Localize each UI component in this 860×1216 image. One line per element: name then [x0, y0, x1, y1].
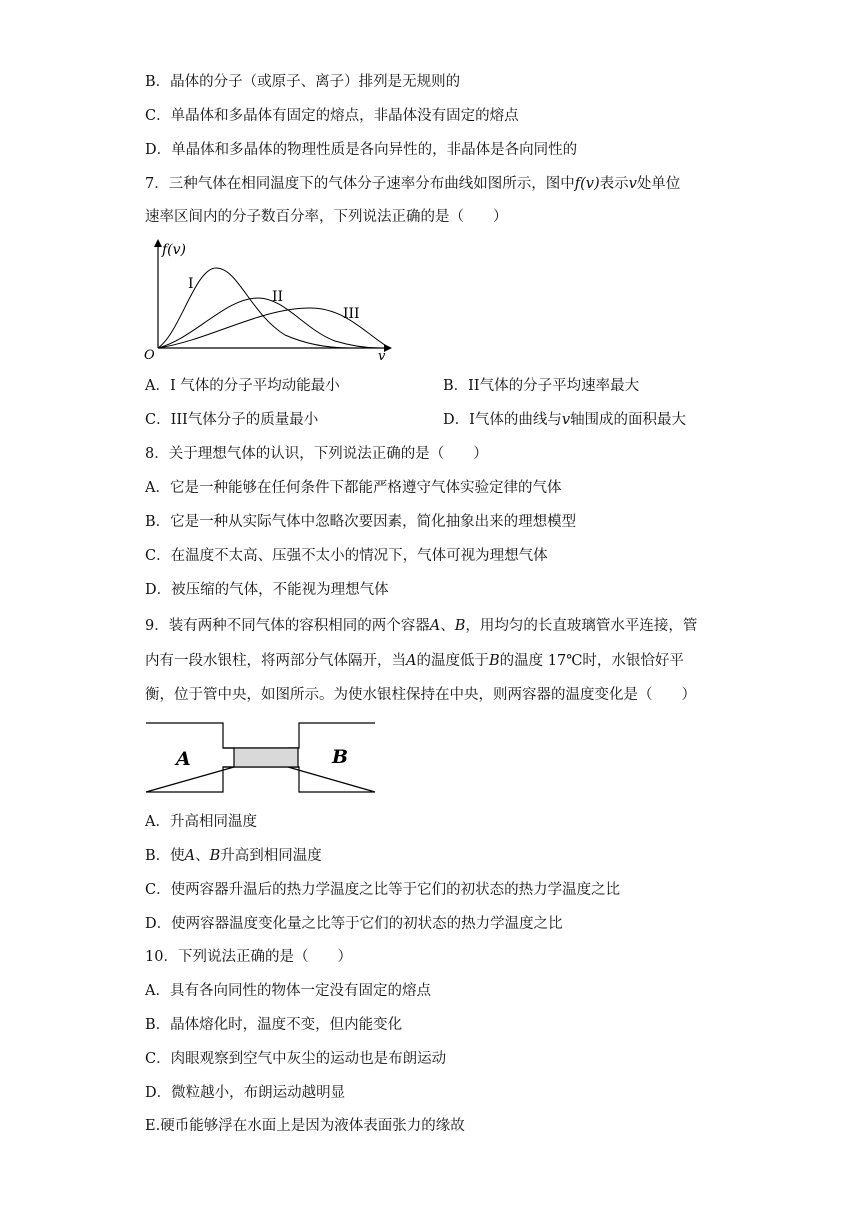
q7-option-d-v: v	[561, 412, 571, 428]
y-axis-arrow	[154, 239, 162, 247]
q8-option-a: A．它是一种能够在任何条件下都能严格遵守气体实验定律的气体	[145, 480, 562, 496]
q7-stem-line1	[145, 174, 680, 194]
y-axis-label: f(v)	[162, 242, 187, 258]
container-a-label: A	[176, 748, 191, 770]
q10-option-d: D．微粒越小，布朗运动越明显	[145, 1085, 346, 1101]
q9-stem2-text-a: 内有一段水银柱，将两部分气体隔开，当	[145, 653, 406, 669]
x-axis-label: v	[378, 349, 386, 363]
q9-option-b-symbol-a: A	[184, 848, 196, 864]
q7-stem-text-b: 表示	[599, 176, 629, 192]
q10-option-e: E.硬币能够浮在水面上是因为液体表面张力的缘故	[145, 1118, 465, 1134]
curve-ii-label: II	[272, 289, 284, 305]
q9-stem2-text-c: 的温度 17℃时，水银恰好平	[499, 653, 684, 669]
q9-stem1-text-a: 9．装有两种不同气体的容积相同的两个容器	[145, 618, 430, 634]
q7-option-a: A．I 气体的分子平均动能最小	[145, 378, 340, 394]
q9-option-c: C．使两容器升温后的热力学温度之比等于它们的初状态的热力学温度之比	[145, 882, 621, 898]
q7-stem-text-c: 处单位	[636, 176, 681, 192]
q9-stem-line1	[145, 616, 697, 636]
q7-stem-text-a: 7．三种气体在相同温度下的气体分子速率分布曲线如图所示，图中	[145, 176, 575, 192]
origin-label: O	[144, 348, 155, 363]
q10-option-b: B．晶体熔化时，温度不变，但内能变化	[145, 1017, 403, 1033]
q9-stem1-text-b: ，用均匀的长直玻璃管水平连接，管	[465, 618, 698, 634]
q6-option-c: C．单晶体和多晶体有固定的熔点，非晶体没有固定的熔点	[145, 108, 519, 124]
q10-option-a: A．具有各向同性的物体一定没有固定的熔点	[145, 983, 431, 999]
q9-separator: 、	[440, 618, 455, 634]
curve-i	[158, 268, 350, 348]
q10-stem: 10．下列说法正确的是（ ）	[145, 949, 352, 965]
q9-symbol-a2: A	[406, 653, 417, 669]
q10-option-c: C．肉眼观察到空气中灰尘的运动也是布朗运动	[145, 1051, 447, 1067]
q9-stem-line2	[145, 651, 684, 671]
q9-option-a: A．升高相同温度	[145, 814, 257, 830]
q6-option-b: B．晶体的分子（或原子、离子）排列是无规则的	[145, 74, 461, 90]
q9-option-b-text-b: 升高到相同温度	[220, 848, 322, 864]
q7-stem-line2: 速率区间内的分子数百分率，下列说法正确的是（ ）	[145, 209, 508, 225]
q7-v-symbol: v	[628, 176, 637, 192]
q8-stem: 8．关于理想气体的认识，下列说法正确的是（ ）	[145, 446, 488, 462]
q7-option-d-text-b: 轴围成的面积最大	[570, 412, 687, 428]
q7-option-d	[443, 410, 686, 430]
q9-stem-line3: 衡，位于管中央，如图所示。为使水银柱保持在中央，则两容器的温度变化是（ ）	[145, 687, 696, 703]
q9-symbol-a: A	[429, 618, 441, 634]
q9-stem2-text-b: 的温度低于	[416, 653, 489, 669]
q9-option-b-text-a: B．使	[145, 848, 185, 864]
q9-option-b	[145, 846, 322, 866]
q9-option-b-symbol-b: B	[209, 848, 221, 864]
mercury-column	[234, 748, 298, 767]
q6-option-d: D．单晶体和多晶体的物理性质是各向异性的，非晶体是各向同性的	[145, 142, 578, 158]
q8-option-c: C．在温度不太高、压强不太小的情况下，气体可视为理想气体	[145, 548, 548, 564]
q8-option-b: B．它是一种从实际气体中忽略次要因素，简化抽象出来的理想模型	[145, 514, 577, 530]
q9-symbol-b: B	[454, 618, 466, 634]
q9-option-d: D．使两容器温度变化量之比等于它们的初状态的热力学温度之比	[145, 916, 563, 932]
container-b-label: B	[332, 746, 349, 768]
q9-option-b-separator: 、	[195, 848, 210, 864]
curve-i-label: I	[188, 276, 194, 292]
q8-option-d: D．被压缩的气体，不能视为理想气体	[145, 582, 389, 598]
q9-containers-figure	[145, 722, 377, 794]
q9-symbol-b2: B	[488, 653, 500, 669]
q7-option-b: B．II气体的分子平均速率最大	[443, 378, 640, 394]
curve-iii-label: III	[343, 306, 360, 322]
q7-fv-symbol: f(v)	[574, 176, 600, 192]
q7-velocity-distribution-figure	[140, 238, 400, 363]
q7-option-c: C．III气体分子的质量最小	[145, 412, 319, 428]
q7-option-d-text-a: D．I气体的曲线与	[443, 412, 562, 428]
